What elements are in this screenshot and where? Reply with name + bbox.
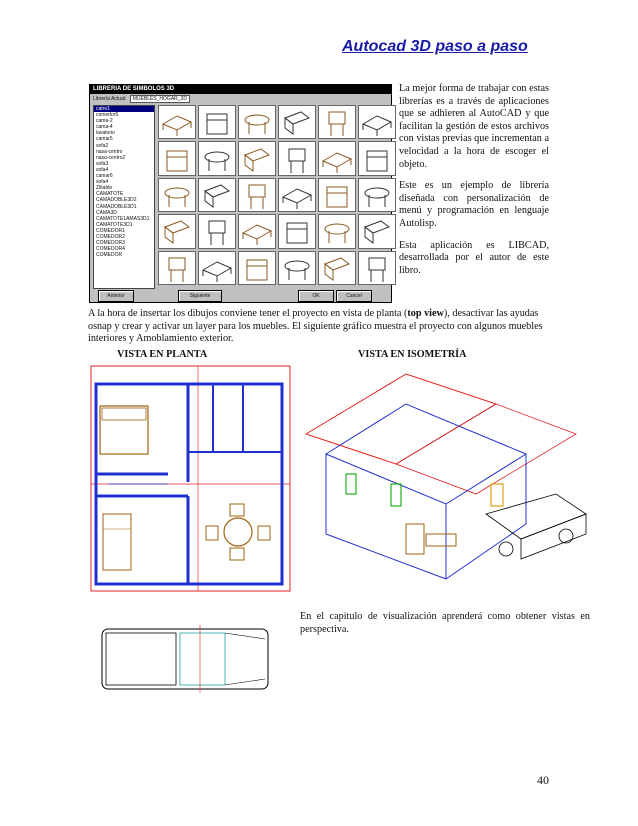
furniture-icon bbox=[239, 179, 275, 211]
symbol-list-item[interactable]: comedor5 bbox=[96, 112, 119, 119]
symbol-thumbnail[interactable] bbox=[358, 251, 396, 285]
furniture-icon bbox=[159, 143, 195, 175]
furniture-icon bbox=[319, 215, 355, 247]
symbol-thumbnail[interactable] bbox=[278, 214, 316, 248]
furniture-icon bbox=[239, 143, 275, 175]
furniture-icon bbox=[199, 252, 235, 284]
symbol-thumbnail[interactable] bbox=[278, 251, 316, 285]
symbol-list-item[interactable]: lavatorio bbox=[96, 130, 115, 137]
cancel-button[interactable]: Cancel bbox=[336, 290, 372, 302]
symbol-thumbnail[interactable] bbox=[238, 178, 276, 212]
symbol-thumbnail[interactable] bbox=[158, 214, 196, 248]
symbol-list-item[interactable]: COMEDOR bbox=[96, 252, 123, 259]
furniture-icon bbox=[319, 252, 355, 284]
header-title: Autocad 3D paso a paso bbox=[342, 38, 528, 55]
body-paragraph bbox=[88, 308, 558, 346]
furniture-icon bbox=[159, 106, 195, 138]
symbol-thumbnails bbox=[158, 105, 390, 285]
symbol-thumbnail[interactable] bbox=[318, 141, 356, 175]
symbol-list[interactable] bbox=[93, 105, 155, 289]
page-number: 40 bbox=[537, 773, 549, 787]
furniture-icon bbox=[359, 143, 395, 175]
symbol-thumbnail[interactable] bbox=[358, 105, 396, 139]
symbol-list-item[interactable]: camar6 bbox=[96, 173, 113, 180]
symbol-list-item[interactable]: camar5 bbox=[96, 136, 113, 143]
side-text bbox=[399, 83, 549, 286]
furniture-icon bbox=[239, 106, 275, 138]
symbol-thumbnail[interactable] bbox=[198, 214, 236, 248]
furniture-icon bbox=[199, 179, 235, 211]
furniture-icon bbox=[359, 179, 395, 211]
symbol-list-item[interactable]: CAMADOBLE3D1 bbox=[96, 203, 137, 210]
symbol-list-item[interactable]: CAMATOTE bbox=[96, 191, 124, 198]
symbol-thumbnail[interactable] bbox=[278, 105, 316, 139]
side-paragraph-2: Este es un ejemplo de librería diseñada con personalización de menú y programación en lenguaje Autolisp. bbox=[399, 180, 549, 229]
symbol-list-item[interactable]: CAMATOTE1AMAS3D1 bbox=[96, 215, 150, 222]
symbol-list-item[interactable]: Zlitable bbox=[96, 185, 113, 192]
symbol-thumbnail[interactable] bbox=[198, 141, 236, 175]
side-paragraph-1: La mejor forma de trabajar con estas librerías es a través de aplicaciones que se adhieren al AutoCAD y que facilitan la gestión de estos archivos con vistas previas que incrementan a velocidad a la hora de escoger el objeto. bbox=[399, 83, 549, 170]
symbol-thumbnail[interactable] bbox=[318, 178, 356, 212]
furniture-icon bbox=[199, 106, 235, 138]
furniture-icon bbox=[279, 179, 315, 211]
furniture-icon bbox=[199, 143, 235, 175]
body-paragraph-end: ), desactivar las ayudas osnap y crear y activar un layer para los muebles. El siguiente gráfico muestra el proyecto con algunos muebles interiores y Amoblamiento exterior. bbox=[88, 308, 543, 344]
symbol-list-item[interactable]: COMEDOR3 bbox=[96, 240, 125, 247]
furniture-icon bbox=[359, 252, 395, 284]
symbol-list-item[interactable]: cama-4 bbox=[96, 124, 113, 131]
library-label: Librería Actual: bbox=[93, 96, 127, 102]
library-value[interactable]: MUEBLES_HOGAR_3D bbox=[130, 95, 190, 103]
symbol-thumbnail[interactable] bbox=[358, 214, 396, 248]
library-selector[interactable] bbox=[93, 96, 190, 102]
symbol-thumbnail[interactable] bbox=[238, 251, 276, 285]
furniture-icon bbox=[319, 179, 355, 211]
furniture-icon bbox=[239, 252, 275, 284]
ok-button[interactable]: OK bbox=[298, 290, 334, 302]
furniture-icon bbox=[199, 215, 235, 247]
body-paragraph-bold: top view bbox=[407, 308, 444, 319]
library-window-title: LIBRERIA DE SIMBOLOS 3D bbox=[90, 85, 391, 94]
symbol-thumbnail[interactable] bbox=[278, 141, 316, 175]
symbol-thumbnail[interactable] bbox=[198, 178, 236, 212]
symbol-list-item[interactable]: nasa-centro2 bbox=[96, 154, 126, 161]
furniture-icon bbox=[359, 106, 395, 138]
body-paragraph-start: A la hora de insertar los dibujos conviene tener el proyecto en vista de planta ( bbox=[88, 308, 408, 319]
symbol-thumbnail[interactable] bbox=[158, 105, 196, 139]
symbol-list-item[interactable]: COMEDOR1 bbox=[96, 227, 125, 234]
symbol-list-item[interactable]: sofa4 bbox=[96, 179, 109, 186]
furniture-icon bbox=[279, 215, 315, 247]
symbol-thumbnail[interactable] bbox=[318, 105, 356, 139]
plan-label: VISTA EN PLANTA bbox=[117, 349, 208, 360]
library-window bbox=[89, 84, 392, 303]
furniture-icon bbox=[239, 215, 275, 247]
symbol-thumbnail[interactable] bbox=[318, 251, 356, 285]
iso-label: VISTA EN ISOMETRÍA bbox=[358, 349, 467, 360]
symbol-thumbnail[interactable] bbox=[238, 105, 276, 139]
symbol-list-item[interactable]: sofa2 bbox=[96, 142, 109, 149]
furniture-icon bbox=[279, 106, 315, 138]
symbol-list-item[interactable]: CAMATOTE3D1 bbox=[96, 221, 133, 228]
symbol-thumbnail[interactable] bbox=[198, 105, 236, 139]
symbol-thumbnail[interactable] bbox=[358, 178, 396, 212]
symbol-thumbnail[interactable] bbox=[158, 251, 196, 285]
figure-caption: En el capitulo de visualización aprenderá como obtener vistas en perspectiva. bbox=[300, 611, 590, 635]
symbol-thumbnail[interactable] bbox=[358, 141, 396, 175]
furniture-icon bbox=[279, 143, 315, 175]
symbol-list-item[interactable]: cama-2 bbox=[96, 118, 113, 125]
symbol-thumbnail[interactable] bbox=[318, 214, 356, 248]
symbol-thumbnail[interactable] bbox=[238, 141, 276, 175]
symbol-thumbnail[interactable] bbox=[278, 178, 316, 212]
symbol-list-item[interactable]: COMEDOR2 bbox=[96, 233, 125, 240]
truck-plan-drawing bbox=[100, 625, 270, 693]
symbol-list-item[interactable]: nasa-centro bbox=[96, 148, 123, 155]
symbol-list-item[interactable]: CAMA3D bbox=[96, 209, 117, 216]
symbol-list-item[interactable]: COMEDOR4 bbox=[96, 246, 125, 253]
symbol-list-item[interactable]: catre1 bbox=[94, 106, 154, 112]
furniture-icon bbox=[319, 143, 355, 175]
furniture-icon bbox=[159, 252, 195, 284]
furniture-icon bbox=[159, 179, 195, 211]
symbol-thumbnail[interactable] bbox=[198, 251, 236, 285]
furniture-icon bbox=[159, 215, 195, 247]
side-paragraph-3: Esta aplicación es LIBCAD, desarrollada por el autor de este libro. bbox=[399, 239, 549, 276]
symbol-thumbnail[interactable] bbox=[158, 178, 196, 212]
furniture-icon bbox=[279, 252, 315, 284]
next-button[interactable]: Siguiente bbox=[178, 290, 222, 302]
furniture-icon bbox=[319, 106, 355, 138]
furniture-icon bbox=[359, 215, 395, 247]
symbol-list-item[interactable]: sofa3 bbox=[96, 160, 109, 167]
symbol-thumbnail[interactable] bbox=[158, 141, 196, 175]
symbol-list-item[interactable]: CAMADOBLE3D2 bbox=[96, 197, 137, 204]
symbol-thumbnail[interactable] bbox=[238, 214, 276, 248]
floor-plan-drawing bbox=[88, 364, 293, 594]
isometric-drawing bbox=[296, 364, 591, 596]
symbol-list-item[interactable]: sofa4 bbox=[96, 166, 109, 173]
previous-button[interactable]: Anterior bbox=[98, 290, 134, 302]
